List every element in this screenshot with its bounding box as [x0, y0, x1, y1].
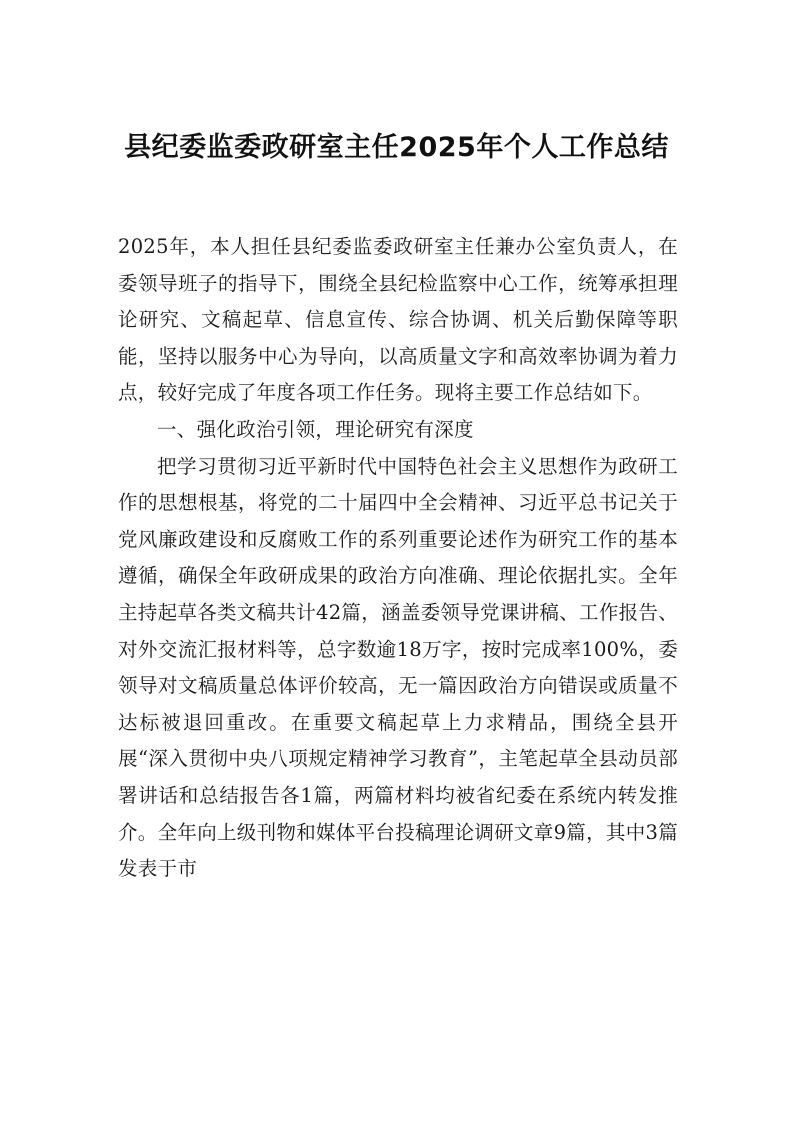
intro-paragraph: 2025年，本人担任县纪委监委政研室主任兼办公室负责人，在委领导班子的指导下，围绕全县纪检监察中心工作，统筹承担理论研究、文稿起草、信息宣传、综合协调、机关后勤保障等职能，坚持以服务中心为导向，以高质量文字和高效率协调为着力点，较好完成了年度各项工作任务。现将主要工作总结如下。 — [118, 235, 678, 405]
document-title: 县纪委监委政研室主任2025年个人工作总结 — [124, 132, 669, 163]
section-1-paragraph: 把学习贯彻习近平新时代中国特色社会主义思想作为政研工作的思想根基，将党的二十届四中全会精神、习近平总书记关于党风廉政建设和反腐败工作的系列重要论述作为研究工作的基本遵循，确保全年政研成果的政治方向准确、理论依据扎实。全年主持起草各类文稿共计42篇，涵盖委领导党课讲稿、工作报告、对外交流汇报材料等，总字数逾18万字，按时完成率100%，委领导对文稿质量总体评价较高，无一篇因政治方向错误或质量不达标被退回重改。在重要文稿起草上力求精品，围绕全县开展“深入贯彻中央八项规定精神学习教育”，主笔起草全县动员部署讲话和总结报告各1篇，两篇材料均被省纪委在系统内转发推介。全年向上级刊物和媒体平台投稿理论调研文章9篇，其中3篇发表于市 — [118, 454, 679, 881]
section-heading-1: 一、强化政治引领，理论研究有深度 — [157, 417, 474, 441]
document-body — [118, 229, 678, 888]
